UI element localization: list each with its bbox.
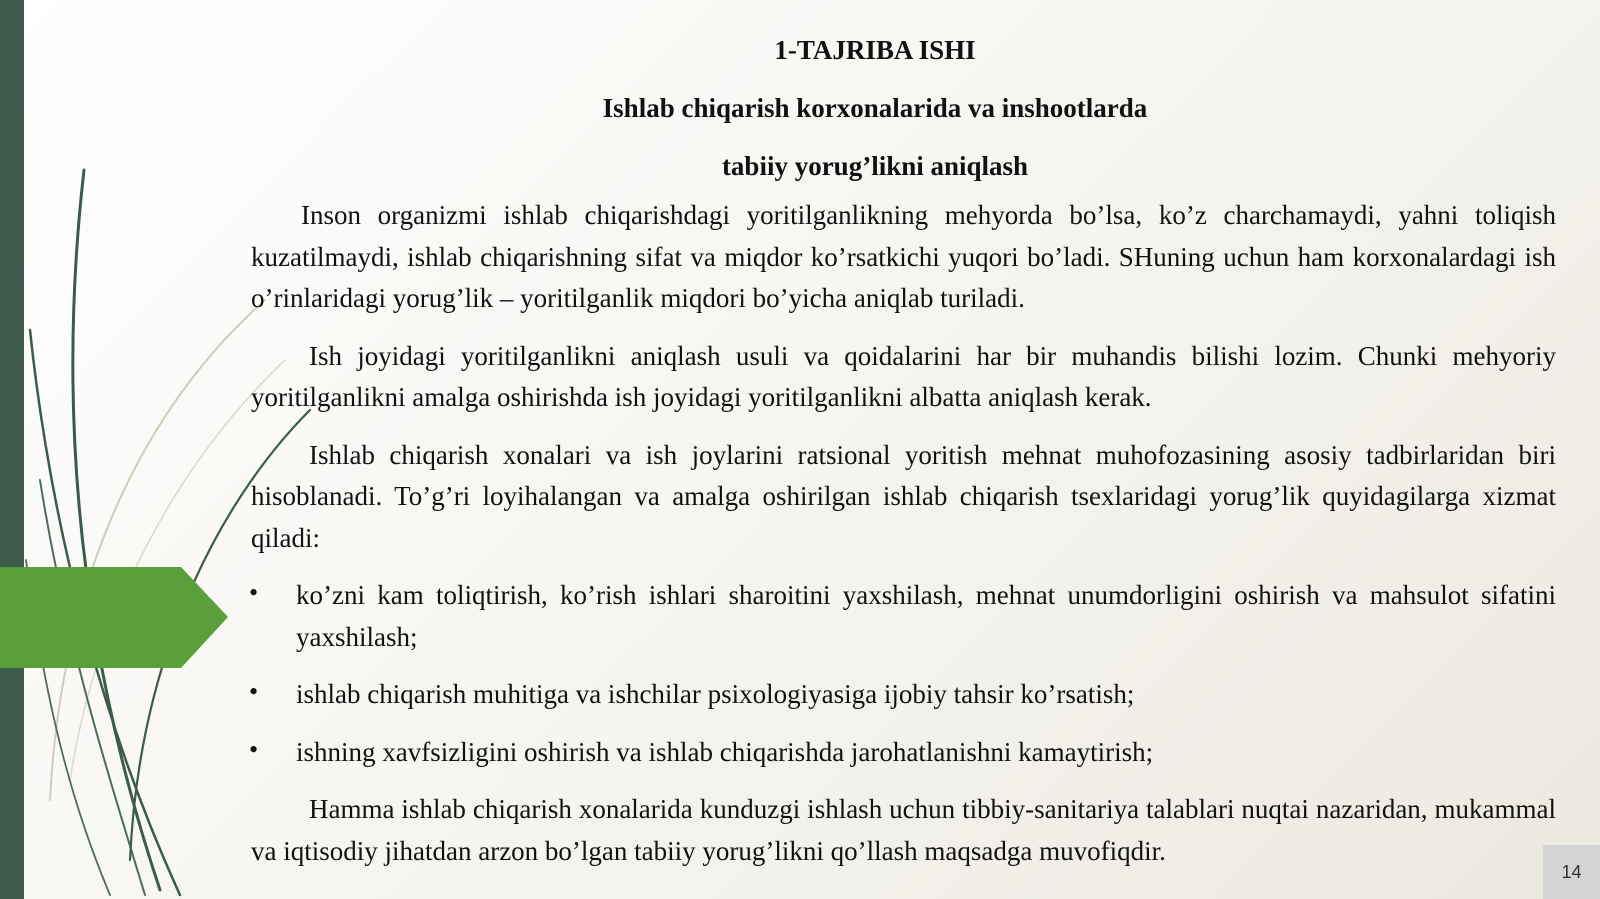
slide-title: 1-TAJRIBA ISHI	[774, 35, 976, 65]
slide-subtitle-line-2: tabiiy yorug’likni aniqlash	[721, 151, 1029, 181]
paragraph-2: Ish joyidagi yoritilganlikni aniqlash usuli va qoidalarini har bir muhandis bilishi lozim. Chunki mehyoriy yoritilganlikni amalga oshirishda ish joyidagi yoritilganlikni albatta aniqlash kerak.	[251, 340, 1556, 412]
bullet-icon: •	[249, 677, 259, 706]
page-number: 14	[1543, 845, 1600, 899]
paragraph-1: Inson organizmi ishlab chiqarishdagi yoritilganlikning mehyorda bo’lsa, ko’z charchamaydi, yahni toliqish kuzatilmaydi, ishlab chiqarishning sifat va miqdor ko’rsatkichi yuqori bo’ladi. SHuning uchun ham korxonalardagi ish o’rinlaridagi yorug’lik – yoritilganlik miqdori bo’yicha aniqlab turiladi.	[251, 200, 1556, 313]
list-item-text: ishlab chiqarish muhitiga va ishchilar psixologiyasiga ijobiy tahsir ko’rsatish;	[296, 679, 1135, 709]
paragraph-3: Ishlab chiqarish xonalari va ish joylarini ratsional yoritish mehnat muhofozasining asosiy tadbirlaridan biri hisoblanadi. To’g’ri loyihalangan va amalga oshirilgan ishlab chiqarish tsexlaridagi yorug’lik quyidagilarga xizmat qiladi:	[251, 439, 1556, 553]
closing-paragraph: Hamma ishlab chiqarish xonalarida kunduzgi ishlash uchun tibbiy-sanitariya talablari nuqtai nazaridan, mukammal va iqtisodiy jihatdan arzon bo’lgan tabiiy yorug’likni qo’llash maqsadga muvofiqdir.	[251, 794, 1556, 866]
bullet-icon: •	[249, 578, 259, 607]
list-item-text: ko’zni kam toliqtirish, ko’rish ishlari sharoitini yaxshilash, mehnat unumdorligini oshirish va mahsulot sifatini yaxshilash;	[296, 580, 1556, 652]
dark-stroke-1	[73, 170, 160, 890]
slide-body	[251, 195, 1556, 888]
list-item	[251, 732, 1556, 774]
bullet-icon: •	[249, 734, 259, 764]
list-item	[251, 674, 1556, 716]
list-item-text: ishning xavfsizligini oshirish va ishlab chiqarishda jarohatlanishni kamaytirish;	[296, 736, 1154, 767]
list-item	[251, 575, 1556, 658]
bullet-list	[251, 575, 1556, 773]
dark-stroke-3	[40, 480, 145, 895]
green-arrow-shape	[0, 567, 228, 668]
slide-subtitle-line-1: Ishlab chiqarish korxonalarida va inshootlarda	[602, 93, 1148, 123]
